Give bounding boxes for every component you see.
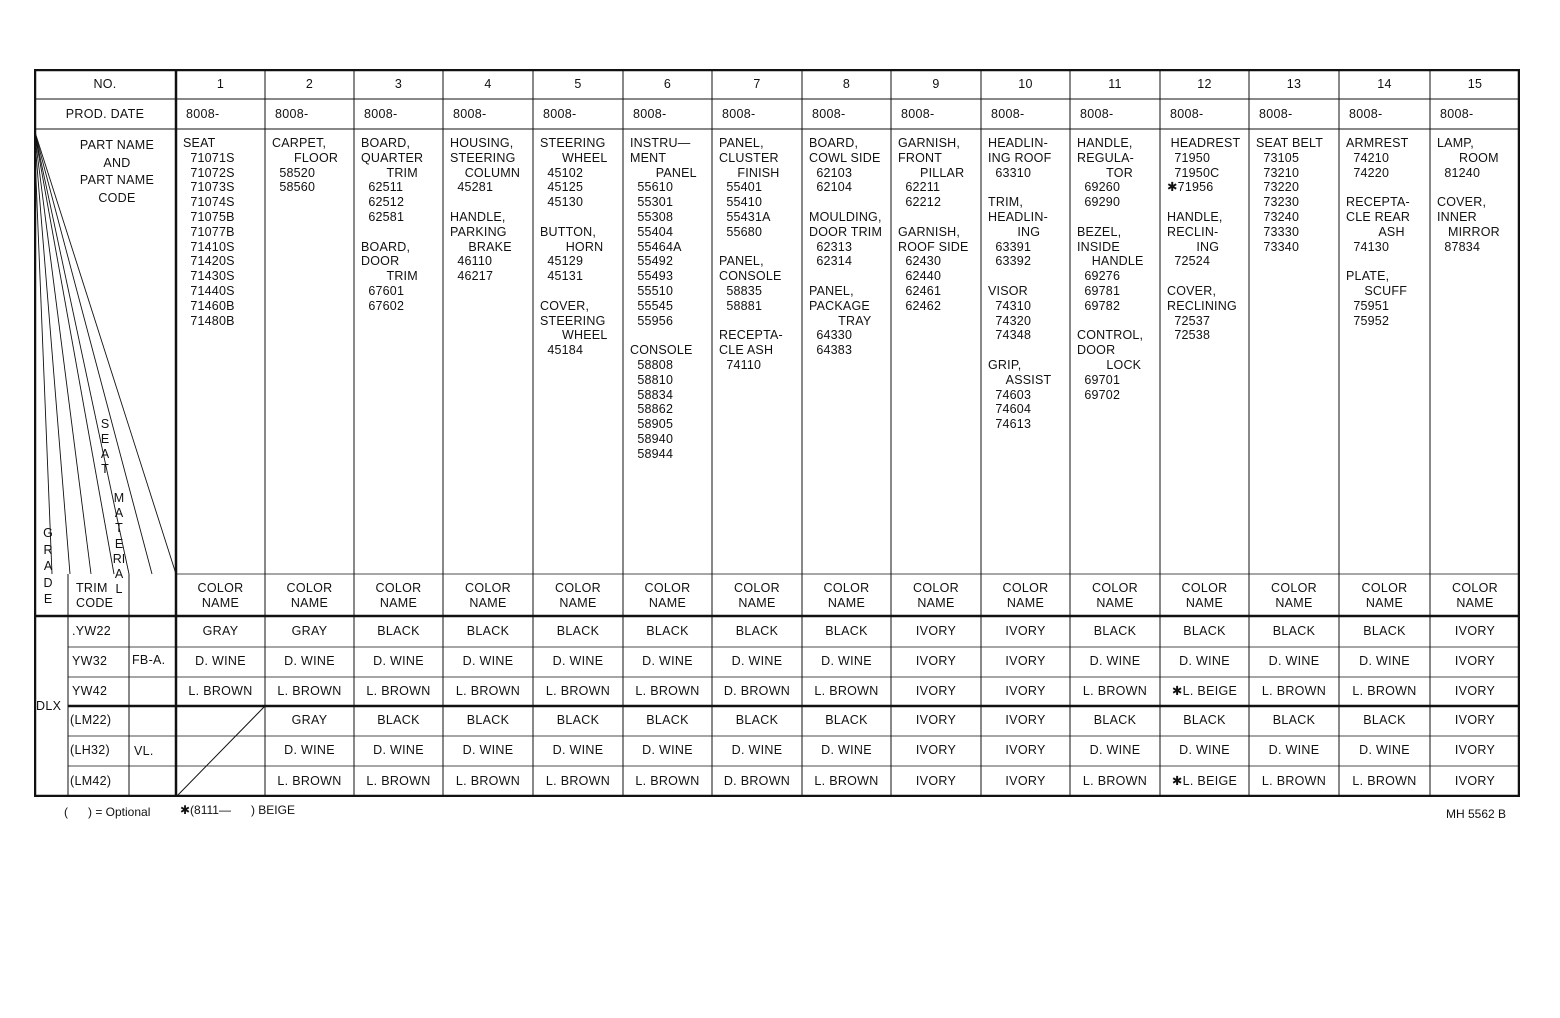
prod-date: 8008- xyxy=(1170,107,1204,121)
color-cell: D. WINE xyxy=(1268,654,1320,668)
column-number: 9 xyxy=(932,77,940,91)
prod-date: 8008- xyxy=(991,107,1025,121)
trim-code: .YW22 xyxy=(72,623,112,638)
color-cell: L. BROWN xyxy=(635,773,700,788)
color-cell: BLACK xyxy=(1183,623,1226,638)
no-label: NO. xyxy=(93,77,117,91)
column-number: 10 xyxy=(1018,77,1033,91)
trim-code: YW32 xyxy=(72,654,108,668)
prod-date: 8008- xyxy=(1259,107,1293,121)
color-cell: GRAY xyxy=(291,623,328,638)
column-number: 2 xyxy=(305,77,314,91)
color-cell: BLACK xyxy=(466,623,510,638)
color-cell: D. WINE xyxy=(642,654,693,668)
color-cell: D. WINE xyxy=(1359,654,1410,668)
color-name-label: COLOR NAME xyxy=(1092,581,1138,610)
column-number: 3 xyxy=(394,77,403,91)
color-cell: IVORY xyxy=(1005,623,1046,638)
color-cell: L. BROWN xyxy=(814,773,879,788)
color-cell: IVORY xyxy=(1454,713,1496,727)
color-name-label: COLOR NAME xyxy=(1181,581,1228,610)
color-cell: D. WINE xyxy=(1179,654,1230,668)
color-cell: D. WINE xyxy=(462,654,514,668)
prod-date: 8008- xyxy=(812,107,846,121)
prod-date: 8008- xyxy=(1440,107,1474,121)
color-cell: L. BROWN xyxy=(1261,773,1327,788)
color-cell: L. BROWN xyxy=(366,773,431,788)
optional-note: ( ) = Optional xyxy=(64,805,151,819)
trim-code: YW42 xyxy=(72,683,108,698)
color-name-label: COLOR NAME xyxy=(644,581,691,610)
color-cell: D. WINE xyxy=(552,743,604,757)
color-cell: BLACK xyxy=(1093,713,1137,727)
color-cell: D. WINE xyxy=(731,654,783,668)
color-cell: L. BROWN xyxy=(1352,683,1417,698)
column-number: 13 xyxy=(1286,77,1302,91)
color-cell: BLACK xyxy=(1272,713,1316,727)
color-cell: BLACK xyxy=(735,713,779,727)
prod-date: 8008- xyxy=(543,107,577,121)
color-cell: IVORY xyxy=(1454,654,1496,668)
color-cell: BLACK xyxy=(377,623,420,638)
part-list: BOARD, QUARTER TRIM 62511 62512 62581 BOARD, DOOR TRIM 67601 67602 xyxy=(361,136,424,313)
color-cell: L. BROWN xyxy=(814,683,879,698)
seat-label: SEAT xyxy=(100,417,110,476)
column-number: 12 xyxy=(1197,77,1212,91)
color-cell: L. BROWN xyxy=(366,683,431,698)
color-cell: D. WINE xyxy=(373,743,424,757)
color-name-label: COLOR NAME xyxy=(823,581,870,610)
color-cell: D. WINE xyxy=(821,654,872,668)
column-number: 4 xyxy=(484,77,492,91)
color-name-label: COLOR NAME xyxy=(1002,581,1049,610)
color-cell: IVORY xyxy=(1005,743,1046,757)
prod-date-label: PROD. DATE xyxy=(65,107,145,121)
column-number: 15 xyxy=(1467,77,1483,91)
part-list: GARNISH, FRONT PILLAR 62211 62212 GARNISH, ROOF SIDE 62430 62440 62461 62462 xyxy=(898,136,969,313)
color-cell: BLACK xyxy=(556,623,600,638)
color-cell: BLACK xyxy=(1093,623,1137,638)
empty-cell-diagonal xyxy=(176,706,265,797)
color-cell: BLACK xyxy=(1363,623,1406,638)
color-cell: D. WINE xyxy=(284,654,335,668)
grade-label: GRADE xyxy=(43,526,53,607)
color-cell: D. WINE xyxy=(1359,743,1410,757)
part-list: HOUSING, STEERING COLUMN 45281 HANDLE, PARKING BRAKE 46110 46217 xyxy=(450,136,521,284)
color-cell: BLACK xyxy=(825,623,868,638)
color-cell: L. BROWN xyxy=(455,773,521,788)
color-cell: BLACK xyxy=(466,713,510,727)
color-cell: D. WINE xyxy=(462,743,514,757)
color-name-label: COLOR NAME xyxy=(1452,581,1498,610)
part-list: BOARD, COWL SIDE 62103 62104 MOULDING, DOOR TRIM 62313 62314 PANEL, PACKAGE TRAY 64330 64383 xyxy=(809,136,883,358)
color-cell: BLACK xyxy=(1363,713,1406,727)
color-cell: L. BROWN xyxy=(1082,773,1148,788)
color-cell: IVORY xyxy=(1454,743,1496,757)
color-cell: L. BROWN xyxy=(545,683,611,698)
part-list: INSTRU— MENT PANEL 55610 55301 55308 55404 55464A 55492 55493 55510 55545 55956 CONSOLE 58808 58810 58834 58862 58905 58940 58944 xyxy=(630,136,697,461)
part-list: LAMP, ROOM 81240 COVER, INNER MIRROR 87834 xyxy=(1437,136,1500,254)
color-cell: IVORY xyxy=(915,683,957,698)
color-name-label: COLOR NAME xyxy=(465,581,511,610)
color-cell: ✱L. BEIGE xyxy=(1171,773,1238,788)
color-cell: IVORY xyxy=(1454,683,1496,698)
trim-code: (LM22) xyxy=(70,713,112,727)
trim-code: (LM42) xyxy=(70,773,112,788)
color-cell: L. BROWN xyxy=(188,683,253,698)
prod-date: 8008- xyxy=(453,107,487,121)
column-number: 5 xyxy=(574,77,582,91)
color-cell: GRAY xyxy=(202,623,239,638)
color-cell: IVORY xyxy=(915,713,957,727)
color-cell: IVORY xyxy=(915,773,957,788)
prod-date: 8008- xyxy=(1349,107,1383,121)
color-cell: BLACK xyxy=(646,713,689,727)
beige-note: ✱(8111— ) BEIGE xyxy=(180,803,295,817)
color-cell: L. BROWN xyxy=(277,773,342,788)
color-cell: BLACK xyxy=(825,713,868,727)
part-list: HANDLE, REGULA- TOR 69260 69290 BEZEL, INSIDE HANDLE 69276 69781 69782 CONTROL, DOOR LOCK 69701 69702 xyxy=(1077,136,1144,402)
color-cell: L. BROWN xyxy=(635,683,700,698)
part-list: CARPET, FLOOR 58520 58560 xyxy=(272,136,339,195)
color-cell: IVORY xyxy=(1454,623,1496,638)
prod-date: 8008- xyxy=(633,107,667,121)
color-cell: D. WINE xyxy=(373,654,424,668)
color-cell: IVORY xyxy=(915,654,957,668)
prod-date: 8008- xyxy=(1080,107,1114,121)
color-cell: D. WINE xyxy=(1268,743,1320,757)
color-cell: L. BROWN xyxy=(545,773,611,788)
part-list: HEADLIN- ING ROOF 63310 TRIM, HEADLIN- ING 63391 63392 VISOR 74310 74320 74348 GRIP, ASSIST 74603 74604 74613 xyxy=(988,136,1052,432)
color-name-label: COLOR NAME xyxy=(913,581,959,610)
part-list: SEAT 71071S 71072S 71073S 71074S 71075B 71077B 71410S 71420S 71430S 71440S 71460B 71480B xyxy=(183,136,235,328)
grade-value: DLX xyxy=(36,699,62,713)
column-number: 14 xyxy=(1377,77,1392,91)
color-name-label: COLOR NAME xyxy=(375,581,422,610)
color-name-label: COLOR NAME xyxy=(197,581,244,610)
part-list: ARMREST 74210 74220 RECEPTA- CLE REAR ASH 74130 PLATE, SCUFF 75951 75952 xyxy=(1346,136,1411,328)
color-cell: D. WINE xyxy=(1089,743,1141,757)
seat-material: FB-A. xyxy=(132,653,166,667)
part-list: PANEL, CLUSTER FINISH 55401 55410 55431A 55680 PANEL, CONSOLE 58835 58881 RECEPTA- CLE ASH 74110 xyxy=(719,136,783,372)
color-cell: IVORY xyxy=(915,623,957,638)
color-cell: BLACK xyxy=(377,713,420,727)
color-cell: IVORY xyxy=(1005,713,1046,727)
color-cell: BLACK xyxy=(556,713,600,727)
prod-date: 8008- xyxy=(186,107,220,121)
document-code: MH 5562 B xyxy=(1446,807,1507,821)
prod-date: 8008- xyxy=(275,107,309,121)
color-cell: BLACK xyxy=(1272,623,1316,638)
trim-code-label: TRIM CODE xyxy=(76,581,114,610)
color-cell: D. WINE xyxy=(642,743,693,757)
color-cell: D. WINE xyxy=(821,743,872,757)
color-cell: IVORY xyxy=(915,743,957,757)
column-number: 8 xyxy=(842,77,851,91)
color-cell: BLACK xyxy=(1183,713,1226,727)
color-cell: L. BROWN xyxy=(1082,683,1148,698)
color-cell: IVORY xyxy=(1005,683,1046,698)
part-name-label: PART NAME AND PART NAME CODE xyxy=(79,138,155,205)
column-number: 11 xyxy=(1108,77,1122,91)
color-cell: BLACK xyxy=(646,623,689,638)
prod-date: 8008- xyxy=(901,107,935,121)
column-number: 1 xyxy=(216,77,225,91)
trim-color-chart xyxy=(34,69,1520,797)
color-cell: IVORY xyxy=(1454,773,1496,788)
color-name-label: COLOR NAME xyxy=(1361,581,1408,610)
color-cell: D. WINE xyxy=(1179,743,1230,757)
prod-date: 8008- xyxy=(722,107,756,121)
color-cell: L. BROWN xyxy=(277,683,342,698)
color-cell: L. BROWN xyxy=(455,683,521,698)
color-cell: GRAY xyxy=(291,713,328,727)
part-list: SEAT BELT 73105 73210 73220 73230 73240 73330 73340 xyxy=(1256,136,1324,254)
color-cell: IVORY xyxy=(1005,773,1046,788)
prod-date: 8008- xyxy=(364,107,398,121)
color-cell: BLACK xyxy=(735,623,779,638)
color-name-label: COLOR NAME xyxy=(555,581,601,610)
color-cell: D. WINE xyxy=(195,654,246,668)
color-name-label: COLOR NAME xyxy=(734,581,780,610)
color-cell: L. BROWN xyxy=(1261,683,1327,698)
color-cell: L. BROWN xyxy=(1352,773,1417,788)
color-cell: D. BROWN xyxy=(723,773,791,788)
seat-material: VL. xyxy=(134,743,154,758)
color-cell: ✱L. BEIGE xyxy=(1171,683,1238,698)
color-cell: D. WINE xyxy=(552,654,604,668)
trim-code: (LH32) xyxy=(70,743,111,757)
color-name-label: COLOR NAME xyxy=(286,581,333,610)
part-list: HEADREST 71950 71950C ✱71956 HANDLE, RECLIN- ING 72524 COVER, RECLINING 72537 72538 xyxy=(1167,136,1241,343)
color-cell: D. WINE xyxy=(731,743,783,757)
column-number: 7 xyxy=(753,77,761,91)
part-list: STEERING WHEEL 45102 45125 45130 BUTTON, HORN 45129 45131 COVER, STEERING WHEEL 45184 xyxy=(540,136,608,358)
color-cell: IVORY xyxy=(1005,654,1046,668)
color-cell: D. WINE xyxy=(1089,654,1141,668)
color-cell: D. WINE xyxy=(284,743,335,757)
column-number: 6 xyxy=(663,77,672,91)
color-cell: D. BROWN xyxy=(723,683,791,698)
color-name-label: COLOR NAME xyxy=(1271,581,1317,610)
material-label: MATERIAL xyxy=(112,491,126,597)
